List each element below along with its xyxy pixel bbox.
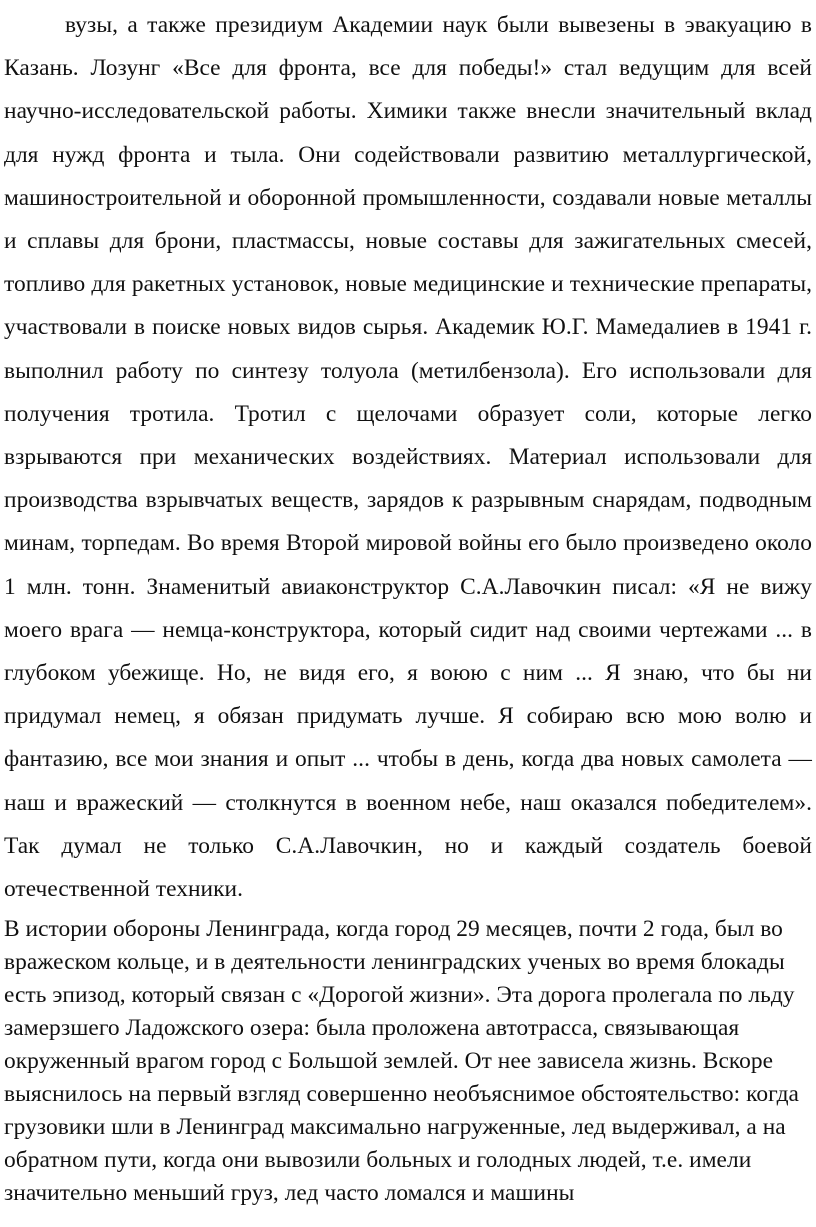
paragraph-evacuation-and-war-science: вузы, а также президиум Академии наук были вывезены в эвакуацию в Казань. Лозунг «Все для фронта, все для победы!» стал ведущим для всей научно-исследовательской работы. Химики также внесли значительный вклад для нужд фронта и тыла. Они содействовали развитию металлургической, машиностроительной и оборонной промышленности, создавали новые металлы и сплавы для брони, пластмассы, новые составы для зажигательных смесей, топливо для ракетных установок, новые медицинские и технические препараты, участвовали в поиске новых видов сырья. Академик Ю.Г. Мамедалиев в 1941 г. выполнил работу по синтезу толуола (метилбензола). Его использовали для получения тротила. Тротил с щелочами образует соли, которые легко взрываются при механических воздействиях. Материал использовали для производства взрывчатых веществ, зарядов к разрывным снарядам, подводным минам, торпедам. Во время Второй мировой войны его было произведено около 1 млн. тонн. Знаменитый авиаконструктор С.А.Лавочкин писал: «Я не вижу моего врага — немца-конструктора, который сидит над своими чертежами ... в глубоком убежище. Но, не видя его, я воюю с ним ... Я знаю, что бы ни придумал немец, я обязан придумать лучше. Я собираю всю мою волю и фантазию, все мои знания и опыт ... чтобы в день, когда два новых самолета — наш и вражеский — столкнутся в военном небе, наш оказался победителем». Так думал не только С.А.Лавочкин, но и каждый создатель боевой отечественной техники. [4, 12, 812, 903]
paragraph-road-of-life: В истории обороны Ленинграда, когда город 29 месяцев, почти 2 года, был во вражеском кольце, и в деятельности ленинградских ученых во время блокады есть эпизод, который связан с «Дорогой жизни». Эта дорога пролегала по льду замерзшего Ладожского озера: была проложена автотрасса, связывающая окруженный врагом город с Большой землей. От нее зависела жизнь. Вскоре выяснилось на первый взгляд совершенно необъяснимое обстоятельство: когда грузовики шли в Ленинград максимально нагруженные, лед выдерживал, а на обратном пути, когда они вывозили больных и голодных людей, т.е. имели значительно меньший груз, лед часто ломался и машины [4, 916, 799, 1207]
